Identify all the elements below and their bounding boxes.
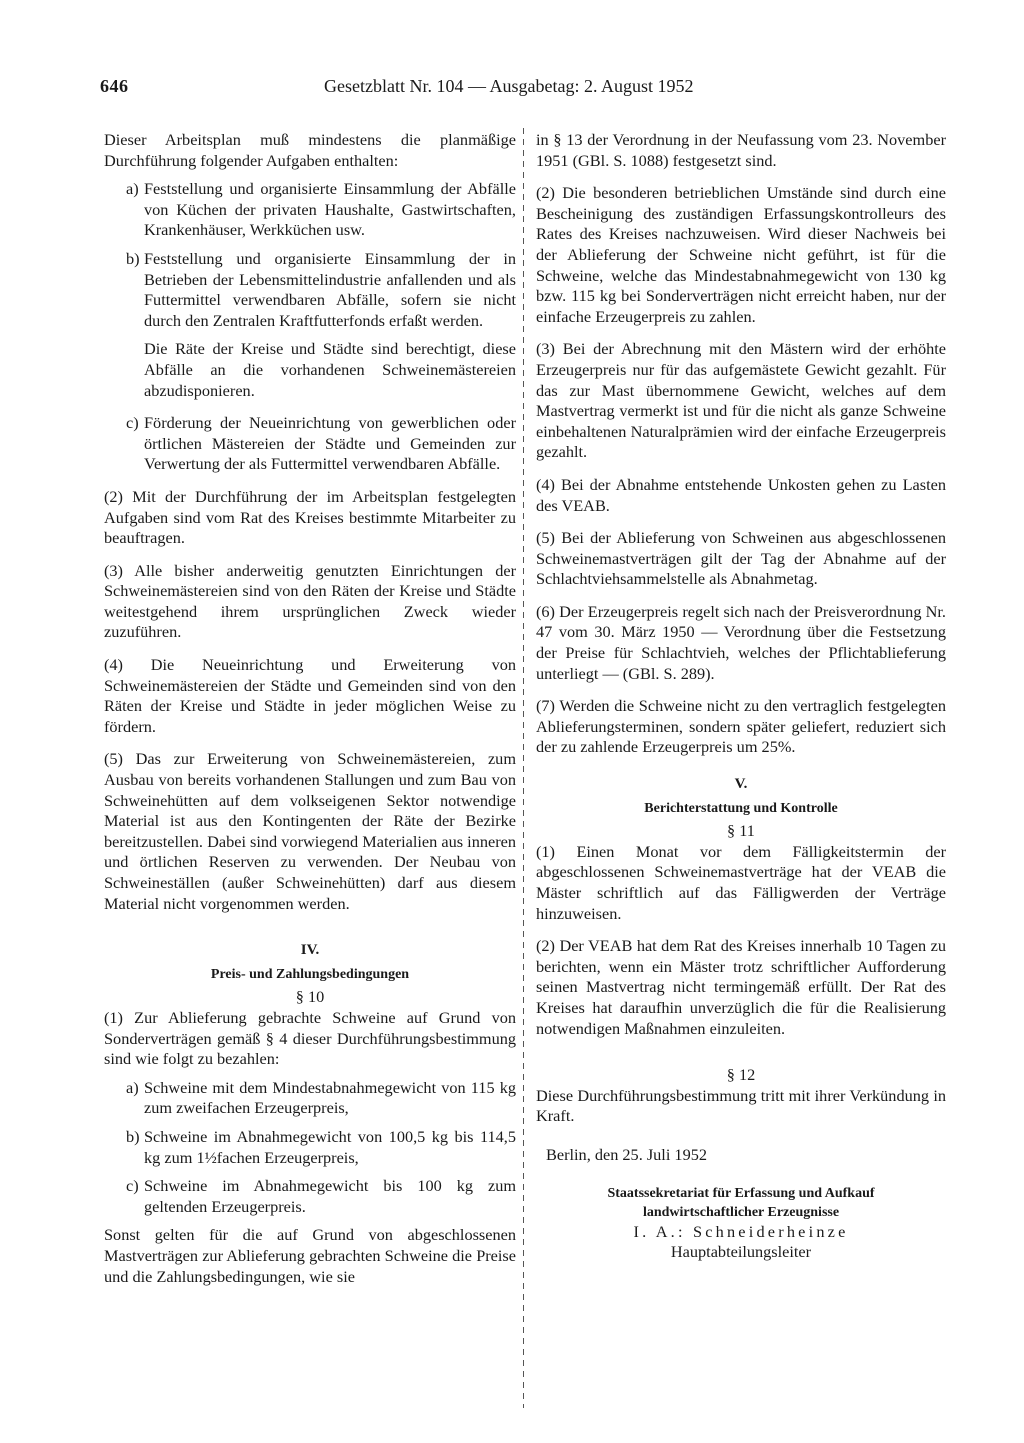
paragraph: (6) Der Erzeugerpreis regelt sich nach der Preisverordnung Nr. 47 vom 30. März 1950 — Verordnung über die Festsetzung der Preise für Schlachtvieh, welches der Pflichtablieferung unterliegt — (GBl. S. 289). xyxy=(536,601,946,683)
paragraph: Diese Durchführungsbestimmung tritt mit ihrer Verkündung in Kraft. xyxy=(536,1085,946,1126)
paragraph: (7) Werden die Schweine nicht zu den vertraglich festgelegten Ablieferungsterminen, sondern später geliefert, reduziert sich der zu zahlende Erzeugerpreis um 25%. xyxy=(536,696,946,757)
signer-title: Hauptabteilungsleiter xyxy=(670,1242,812,1262)
section-number: IV. xyxy=(300,942,320,959)
paragraph-sign: § 11 xyxy=(727,821,755,841)
paragraph: (2) Die besonderen betrieblichen Umstände sind durch eine Bescheinigung des zuständigen Erfassungskontrolleurs des Rates des Kreises nachzuweisen. Wird dieser Nachweis bei der Ablieferung der Schweine nicht geführt, ist für die Schweine, welche das Mindestabnahmegewicht von 130 kg bzw. 115 kg bei Sonderverträgen nicht erreicht haben, nur der einfache Erzeugerpreis zu zahlen. xyxy=(536,183,946,326)
list-item: c) Schweine im Abnahmegewicht bis 100 kg zum geltenden Erzeugerpreis. xyxy=(126,1176,516,1216)
list-item: a) Schweine mit dem Mindestabnahmegewicht von 115 kg zum zweifachen Erzeugerpreis, xyxy=(126,1077,516,1118)
paragraph: in § 13 der Verordnung in der Neufassung vom 23. November 1951 (GBl. S. 1088) festgesetzt sind. xyxy=(536,130,946,170)
paragraph-sign: § 12 xyxy=(726,1065,756,1085)
item-b-continuation: Die Räte der Kreise und Städte sind berechtigt, diese Abfälle an die vorhandenen Schweinemästereien abzudisponieren. xyxy=(144,339,516,400)
paragraph: (5) Bei der Ablieferung von Schweinen aus abgeschlossenen Schweinemastverträgen gilt der Tag der Abnahme auf der Schlachtviehsammelstelle als Abnahmetag. xyxy=(536,528,946,589)
paragraph: (1) Einen Monat vor dem Fälligkeitstermin der abgeschlossenen Schweinemastverträge hat der VEAB die Mäster schriftlich auf das Fälligwerden der Verträge hinzuweisen. xyxy=(536,841,946,923)
page-number: 646 xyxy=(100,76,129,96)
intro-paragraph: Dieser Arbeitsplan muß mindestens die planmäßige Durchführung folgender Aufgaben enthalten: xyxy=(104,130,516,170)
paragraph: (3) Bei der Abrechnung mit den Mästern wird der erhöhte Erzeugerpreis nur für das aufgemästete Gewicht gezahlt. Für das zur Mast übernommene Gewicht, welches auf dem Mastvertrag vermerkt ist und für die nicht als ganze Schweine einbehaltenen Naturalprämien wird der einfache Erzeugerpreis gezahlt. xyxy=(536,339,946,462)
list-item: a) Feststellung und organisierte Einsammlung der Abfälle von Küchen der privaten Haushalte, Gastwirtschaften, Krankenhäuser, Werkküchen usw. xyxy=(126,179,516,240)
paragraph: (1) Zur Ablieferung gebrachte Schweine auf Grund von Sonderverträgen gemäß § 4 dieser Durchführungsbestimmung sind wie folgt zu bezahlen: xyxy=(104,1007,516,1069)
paragraph: (2) Mit der Durchführung der im Arbeitsplan festgelegten Aufgaben sind vom Rat des Kreises bestimmte Mitarbeiter zu beauftragen. xyxy=(104,486,516,548)
section-number: V. xyxy=(734,776,748,793)
paragraph: (5) Das zur Erweiterung von Schweinemästereien, zum Ausbau von bereits vorhandenen Stallungen und zum Bau von Schweinehütten auf dem volkseigenen Sektor notwendige Material ist aus den Kontingenten der Räte der Bezirke bereitzustellen. Dabei sind vorwiegend Materialien aus inneren und örtlichen Reserven zu verwenden. Der Neubau von Schweineställen (außer Schweinehütten) darf aus diesem Material nicht vorgenommen werden. xyxy=(104,749,516,913)
list-item: b) Feststellung und organisierte Einsammlung der in Betrieben der Lebensmittelindustrie anfallenden und als Futtermittel verwendbaren Abfälle, sofern sie nicht durch den Zentralen Kraftfutterfonds erfaßt werden. xyxy=(126,248,516,330)
paragraph: Sonst gelten für die auf Grund von abgeschlossenen Mastverträgen zur Ablieferung gebrachten Schweine die Preise und die Zahlungsbedingungen, wie sie xyxy=(104,1225,516,1286)
list-item: c) Förderung der Neueinrichtung von gewerblichen oder örtlichen Mästereien der Städte und Gemeinden zur Verwertung der als Futtermittel verwendbaren Abfälle. xyxy=(126,413,516,474)
signer-name: I. A.: Schneiderheinze xyxy=(633,1221,849,1241)
paragraph: (4) Bei der Abnahme entstehende Unkosten gehen zu Lasten des VEAB. xyxy=(536,474,946,515)
section-title: Preis- und Zahlungsbedingungen xyxy=(210,966,410,982)
place-date: Berlin, den 25. Juli 1952 xyxy=(546,1144,707,1164)
paragraph: (2) Der VEAB hat dem Rat des Kreises innerhalb 10 Tagen zu berichten, wenn ein Mäster trotz schriftlicher Aufforderung seinen Mastvertrag nicht termingemäß erfüllt. Der Rat des Kreises hat daraufhin unverzüglich die für die Realisierung notwendigen Maßnahmen einzuleiten. xyxy=(536,936,946,1038)
paragraph: (4) Die Neueinrichtung und Erweiterung von Schweinemästereien der Städte und Gemeinden sind von den Räten der Kreise und Städte in jeder möglichen Weise zu fördern. xyxy=(104,655,516,736)
page-header xyxy=(100,76,960,102)
list-item: b) Schweine im Abnahmegewicht von 100,5 kg bis 114,5 kg zum 1½fachen Erzeugerpreis, xyxy=(126,1126,516,1167)
right-column xyxy=(536,130,946,1263)
issuing-office-line2: landwirtschaftlicher Erzeugnisse xyxy=(642,1204,840,1220)
paragraph: (3) Alle bisher anderweitig genutzten Einrichtungen der Schweinemästereien sind von den Räten der Kreise und Städte weitestgehend ihrem ursprünglichen Zweck wieder zuzuführen. xyxy=(104,560,516,642)
paragraph-sign: § 10 xyxy=(295,987,325,1007)
left-column xyxy=(104,130,516,1287)
section-title: Berichterstattung und Kontrolle xyxy=(644,800,838,816)
issuing-office: Staatssekretariat für Erfassung und Aufkauf xyxy=(607,1185,875,1201)
gazette-title: Gesetzblatt Nr. 104 — Ausgabetag: 2. August 1952 xyxy=(324,76,694,96)
column-divider xyxy=(523,128,524,1408)
